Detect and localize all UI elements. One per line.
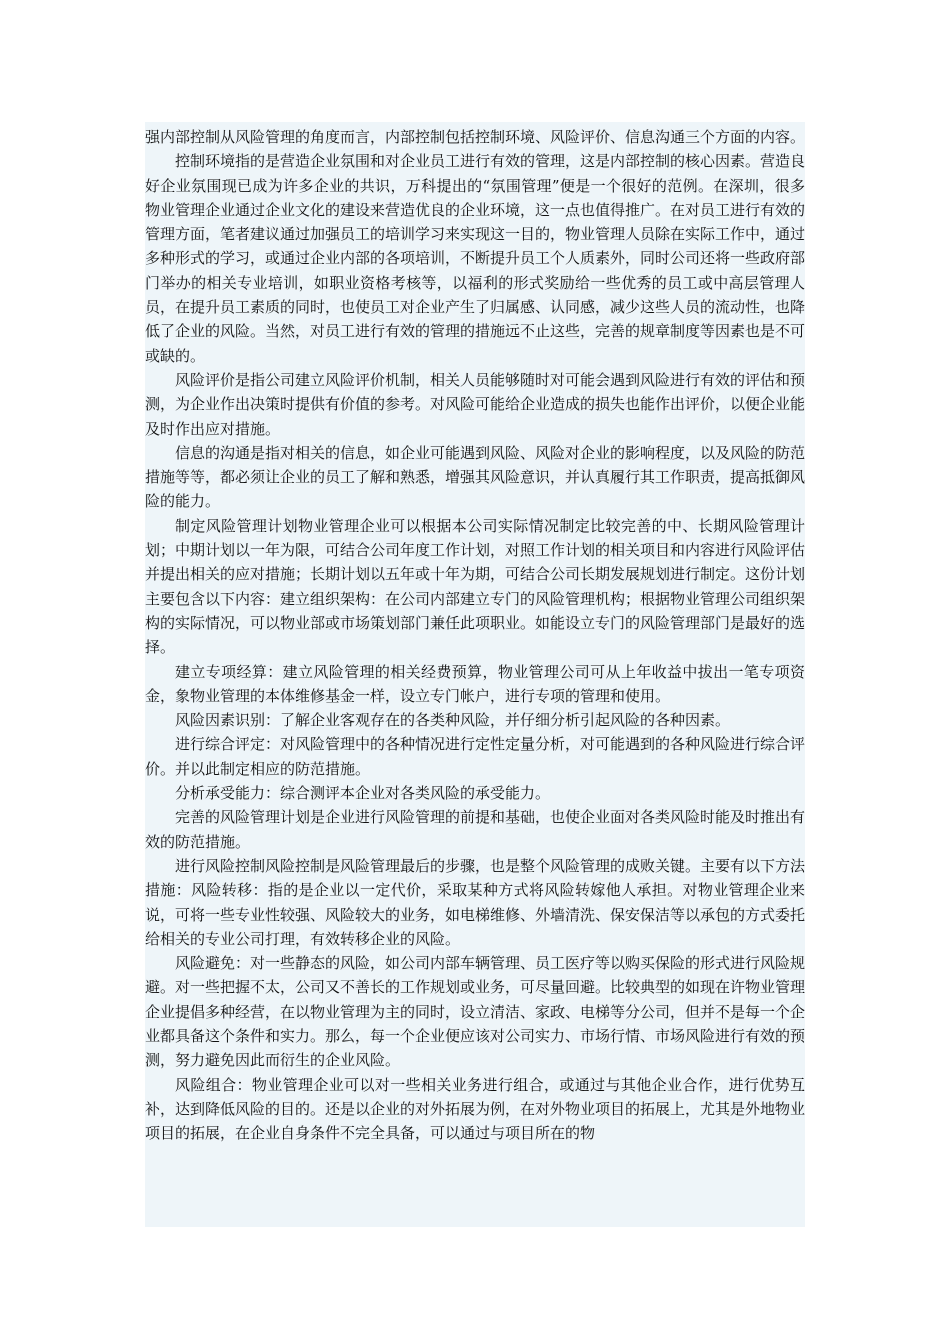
paragraph-special-budget: 建立专项经算：建立风险管理的相关经费预算，物业管理公司可从上年收益中拔出一笔专项资金，象物业管理的本体维修基金一样，设立专门帐户，进行专项的管理和使用。: [145, 662, 805, 705]
paragraph-plan-summary: 完善的风险管理计划是企业进行风险管理的前提和基础，也使企业面对各类风险时能及时推出有效的防范措施。: [145, 808, 805, 851]
paragraph-risk-avoidance: 风险避免：对一些静态的风险，如公司内部车辆管理、员工医疗等以购买保险的形式进行风险规避。对一些把握不太，公司又不善长的工作规划或业务，可尽量回避。比较典型的如现在许物业管理企业提倡多种经营，在以物业管理为主的同时，设立清洁、家政、电梯等分公司，但并不是每一个企业都具备这个条件和实力。那么，每一个企业便应该对公司实力、市场行情、市场风险进行有效的预测，努力避免因此而衍生的企业风险。: [145, 954, 805, 1070]
paragraph-information-communication: 信息的沟通是指对相关的信息，如企业可能遇到风险、风险对企业的影响程度，以及风险的防范措施等等，都必须让企业的员工了解和熟悉，增强其风险意识，并认真履行其工作职责，提高抵御风险的能力。: [145, 443, 805, 511]
paragraph-intro-continuation: 强内部控制从风险管理的角度而言，内部控制包括控制环境、风险评价、信息沟通三个方面的内容。: [145, 128, 805, 146]
paragraph-risk-identification: 风险因素识别：了解企业客观存在的各类种风险，并仔细分析引起风险的各种因素。: [175, 711, 731, 730]
paragraph-risk-evaluation: 风险评价是指公司建立风险评价机制，相关人员能够随时对可能会遇到风险进行有效的评估和预测，为企业作出决策时提供有价值的参考。对风险可能给企业造成的损失也能作出评价，以便企业能及时作出应对措施。: [145, 370, 805, 438]
paragraph-risk-control-transfer: 进行风险控制风险控制是风险管理最后的步骤，也是整个风险管理的成败关键。主要有以下方法措施：风险转移：指的是企业以一定代价，采取某种方式将风险转嫁他人承担。对物业管理企业来说，可将一些专业性较强、风险较大的业务，如电梯维修、外墙清洗、保安保洁等以承包的方式委托给相关的专业公司打理，有效转移企业的风险。: [145, 856, 805, 948]
paragraph-control-environment: 控制环境指的是营造企业氛围和对企业员工进行有效的管理，这是内部控制的核心因素。营造良好企业氛围现已成为许多企业的共识，万科提出的“氛围管理”便是一个很好的范例。在深圳，很多物业管理企业通过企业文化的建设来营造优良的企业环境，这一点也值得推广。在对员工进行有效的管理方面，笔者建议通过加强员工的培训学习来实现这一目的，物业管理人员除在实际工作中，通过多种形式的学习，或通过企业内部的各项培训，不断提升员工个人质素外，同时公司还将一些政府部门举办的相关专业培训，如职业资格考核等，以福利的形式奖励给一些优秀的员工或中高层管理人员，在提升员工素质的同时，也使员工对企业产生了归属感、认同感，减少这些人员的流动性，也降低了企业的风险。当然，对员工进行有效的管理的措施远不止这些，完善的规章制度等因素也是不可或缺的。: [145, 152, 805, 365]
paragraph-risk-management-plan: 制定风险管理计划物业管理企业可以根据本公司实际情况制定比较完善的中、长期风险管理计划；中期计划以一年为限，可结合公司年度工作计划，对照工作计划的相关项目和内容进行风险评估并提出相关的应对措施；长期计划以五年或十年为期，可结合公司长期发展规划进行制定。这份计划主要包含以下内容：建立组织架构：在公司内部建立专门的风险管理机构；根据物业管理公司组织架构的实际情况，可以物业部或市场策划部门兼任此项职业。如能设立专门的风险管理部门是最好的选择。: [145, 516, 805, 657]
document-body: [145, 122, 805, 1227]
paragraph-risk-combination: 风险组合：物业管理企业可以对一些相关业务进行组合，或通过与其他企业合作，进行优势互补，达到降低风险的目的。还是以企业的对外拓展为例，在对外物业项目的拓展上，尤其是外地物业项目的拓展，在企业自身条件不完全具备，可以通过与项目所在的物: [145, 1075, 805, 1143]
paragraph-tolerance-analysis: 分析承受能力：综合测评本企业对各类风险的承受能力。: [175, 784, 551, 803]
paragraph-comprehensive-assessment: 进行综合评定：对风险管理中的各种情况进行定性定量分析，对可能遇到的各种风险进行综合评价。并以此制定相应的防范措施。: [145, 735, 805, 778]
